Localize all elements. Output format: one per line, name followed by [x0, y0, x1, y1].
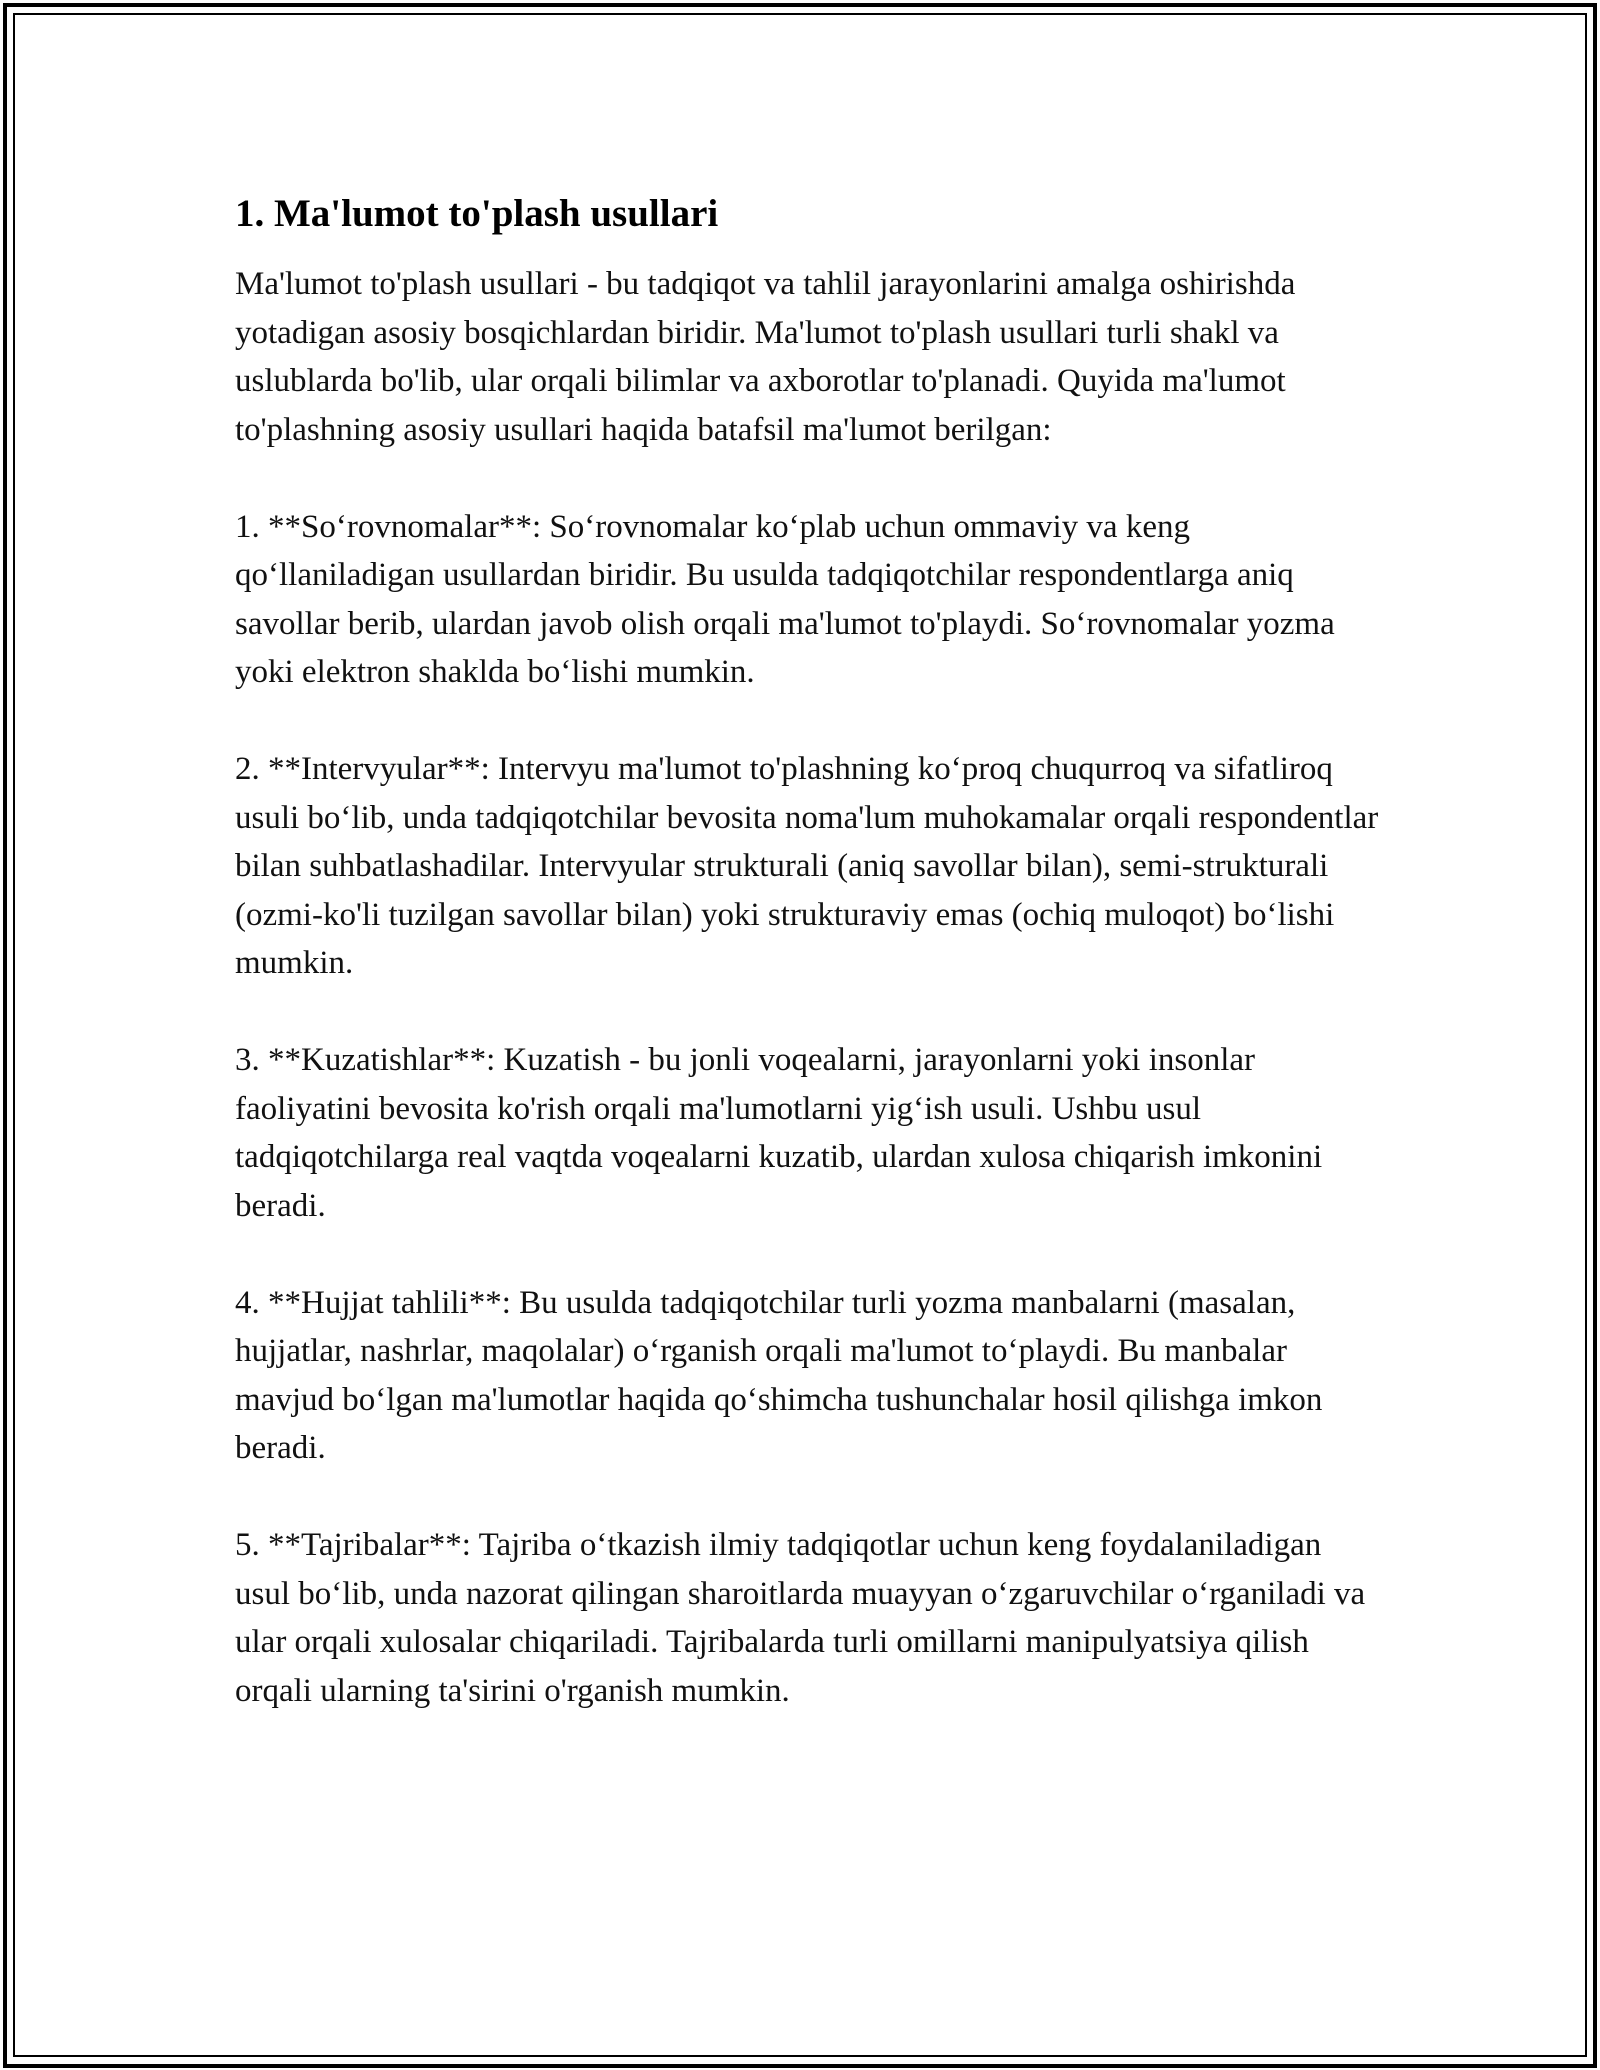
method-observations-paragraph: 3. **Kuzatishlar**: Kuzatish - bu jonli voqealarni, jarayonlarni yoki insonlar faoliyatini bevosita ko'rish orqali ma'lumotlarni yig‘ish usuli. Ushbu usul tadqiqotchilarga real vaqtda voqealarni kuzatib, ulardan xulosa chiqarish imkonini beradi.: [235, 1042, 1323, 1224]
method-experiments-paragraph: 5. **Tajribalar**: Tajriba o‘tkazish ilmiy tadqiqotlar uchun keng foydalaniladigan usul bo‘lib, unda nazorat qilingan sharoitlarda muayyan o‘zgaruvchilar o‘rganiladi va ular orqali xulosalar chiqariladi. Tajribalarda turli omillarni manipulyatsiya qilish orqali ularning ta'sirini o'rganish mumkin.: [235, 1527, 1366, 1709]
method-document-analysis-paragraph: 4. **Hujjat tahlili**: Bu usulda tadqiqotchilar turli yozma manbalarni (masalan, hujjatlar, nashrlar, maqolalar) o‘rganish orqali ma'lumot to‘playdi. Bu manbalar mavjud bo‘lgan ma'lumotlar haqida qo‘shimcha tushunchalar hosil qilishga imkon beradi.: [235, 1284, 1323, 1466]
method-surveys-paragraph: 1. **So‘rovnomalar**: So‘rovnomalar ko‘plab uchun ommaviy va keng qo‘llaniladigan usullardan biridir. Bu usulda tadqiqotchilar respondentlarga aniq savollar berib, ulardan javob olish orqali ma'lumot to'playdi. So‘rovnomalar yozma yoki elektron shaklda bo‘lishi mumkin.: [235, 508, 1335, 690]
method-interviews-paragraph: 2. **Intervyular**: Intervyu ma'lumot to'plashning ko‘proq chuqurroq va sifatliroq usuli bo‘lib, unda tadqiqotchilar bevosita noma'lum muhokamalar orqali respondentlar bilan suhbatlashadilar. Intervyular strukturali (aniq savollar bilan), semi-strukturali (ozmi-ko'li tuzilgan savollar bilan) yoki strukturaviy emas (ochiq muloqot) bo‘lishi mumkin.: [235, 751, 1379, 981]
document-body: [235, 188, 1380, 1764]
intro-paragraph: Ma'lumot to'plash usullari - bu tadqiqot va tahlil jarayonlarini amalga oshirishda yotadigan asosiy bosqichlardan biridir. Ma'lumot to'plash usullari turli shakl va uslublarda bo'lib, ular orqali bilimlar va axborotlar to'planadi. Quyida ma'lumot to'plashning asosiy usullari haqida batafsil ma'lumot berilgan:: [235, 266, 1296, 448]
section-title: 1. Ma'lumot to'plash usullari: [235, 192, 719, 235]
